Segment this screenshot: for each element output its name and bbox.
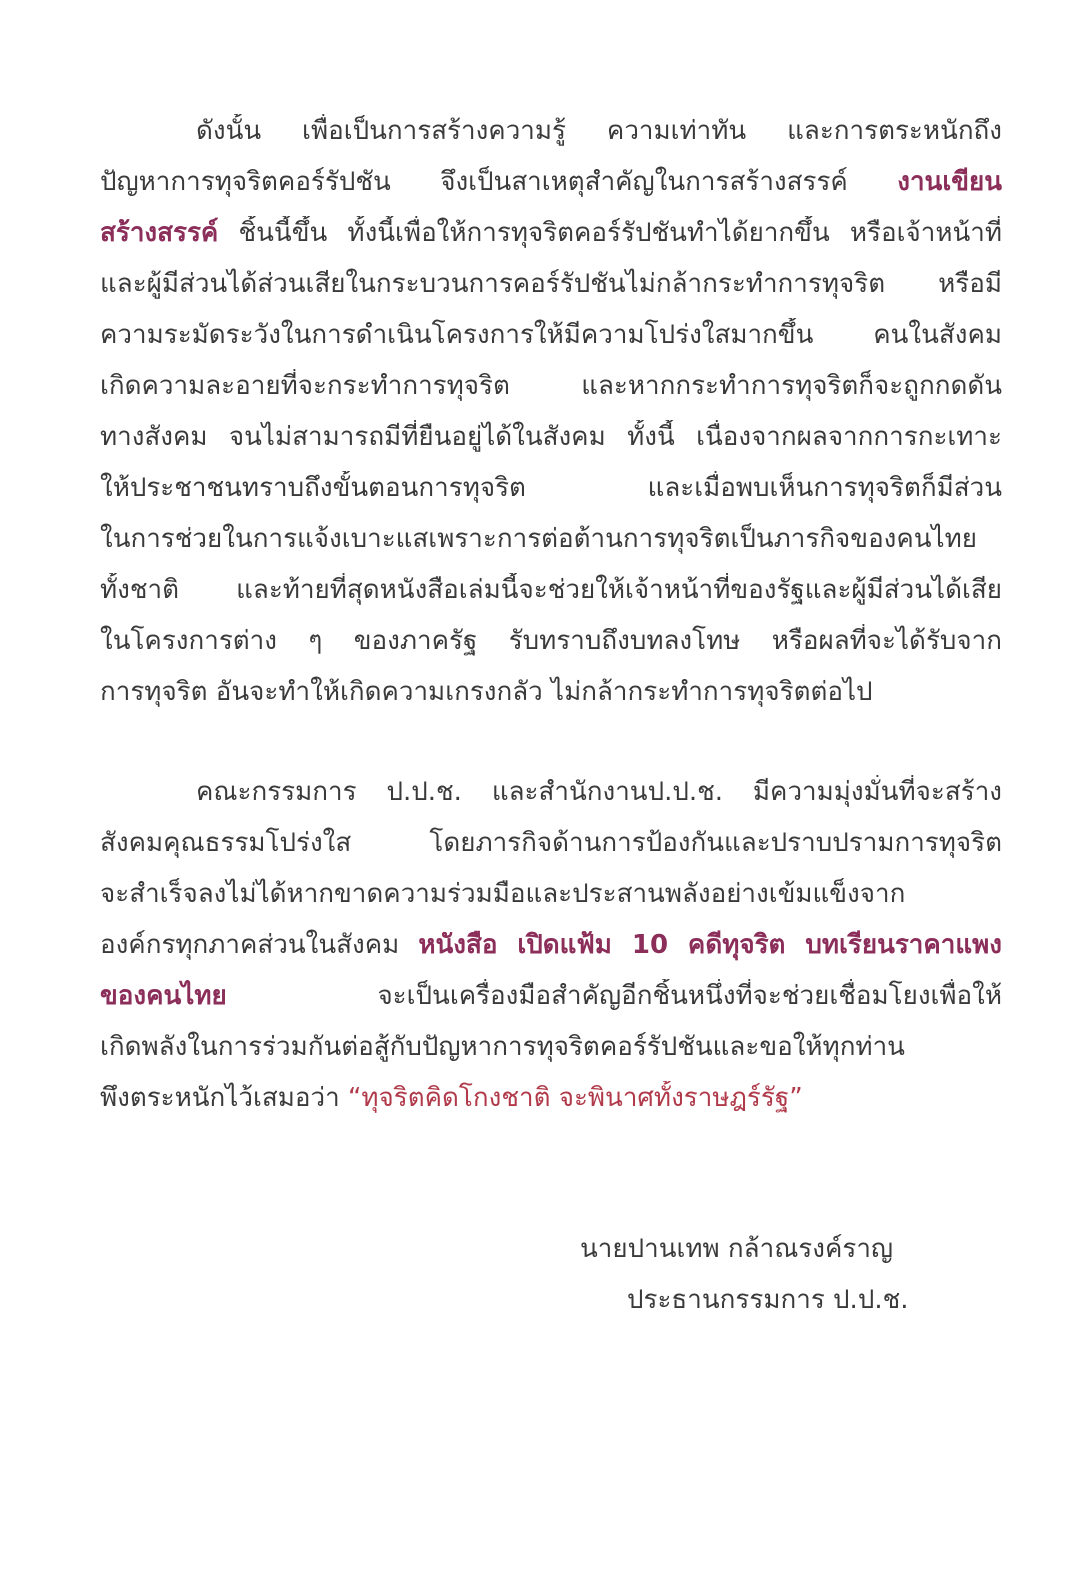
paragraph-1-line-6: เกิดความละอายที่จะกระทำการทุจริต และหากกระทำการทุจริตก็จะถูกกดดัน	[100, 371, 1002, 401]
motto-quote: “ทุจริตคิดโกงชาติ จะพินาศทั้งราษฎร์รัฐ”	[347, 1083, 803, 1113]
paragraph-1-line-10: ทั้งชาติ และท้ายที่สุดหนังสือเล่มนี้จะช่วยให้เจ้าหน้าที่ของรัฐและผู้มีส่วนได้เสีย	[100, 575, 1002, 605]
paragraph-1-line-11: ในโครงการต่าง ๆ ของภาครัฐ รับทราบถึงบทลงโทษ หรือผลที่จะได้รับจาก	[100, 626, 1002, 656]
paragraph-2-line-5	[100, 979, 1002, 1013]
body-text: จะเป็นเครื่องมือสำคัญอีกชิ้นหนึ่งที่จะช่วยเชื่อมโยงเพื่อให้	[226, 981, 1002, 1011]
paragraph-1-line-9: ในการช่วยในการแจ้งเบาะแสเพราะการต่อต้านการทุจริตเป็นภารกิจของคนไทย	[100, 524, 977, 554]
body-text: พึงตระหนักไว้เสมอว่า	[100, 1083, 348, 1113]
book-title-text: ของคนไทย	[100, 981, 227, 1011]
paragraph-1-line-7: ทางสังคม จนไม่สามารถมีที่ยืนอยู่ได้ในสังคม ทั้งนี้ เนื่องจากผลจากการกะเทาะ	[100, 422, 1002, 452]
emphasis-text: งานเขียน	[897, 167, 1002, 197]
emphasis-text: สร้างสรรค์	[100, 218, 219, 248]
paragraph-1-line-4: และผู้มีส่วนได้ส่วนเสียในกระบวนการคอร์รัปชันไม่กล้ากระทำการทุจริต หรือมี	[100, 269, 1002, 299]
body-text: ชิ้นนี้ขึ้น ทั้งนี้เพื่อให้การทุจริตคอร์รัปชันทำได้ยากขึ้น หรือเจ้าหน้าที่	[218, 218, 1002, 248]
paragraph-2-line-7	[100, 1081, 1002, 1115]
paragraph-1-line-12: การทุจริต อันจะทำให้เกิดความเกรงกลัว ไม่กล้ากระทำการทุจริตต่อไป	[100, 677, 873, 707]
paragraph-1-line-1: ดังนั้น เพื่อเป็นการสร้างความรู้ ความเท่าทัน และการตระหนักถึง	[196, 116, 1002, 146]
paragraph-2-line-1: คณะกรรมการ ป.ป.ช. และสำนักงานป.ป.ช. มีความมุ่งมั่นที่จะสร้าง	[196, 777, 1002, 807]
signature-name: นายปานเทพ กล้าณรงค์ราญ	[580, 1234, 894, 1264]
paragraph-1-line-3	[100, 216, 1002, 250]
paragraph-2-line-4	[100, 928, 1002, 962]
paragraph-2-line-3: จะสำเร็จลงไม่ได้หากขาดความร่วมมือและประสานพลังอย่างเข้มแข็งจาก	[100, 879, 906, 909]
paragraph-2-line-6: เกิดพลังในการร่วมกันต่อสู้กับปัญหาการทุจริตคอร์รัปชันและขอให้ทุกท่าน	[100, 1032, 905, 1062]
paragraph-1-line-5: ความระมัดระวังในการดำเนินโครงการให้มีความโปร่งใสมากขึ้น คนในสังคม	[100, 320, 1002, 350]
body-text: องค์กรทุกภาคส่วนในสังคม	[100, 930, 419, 960]
signature-title: ประธานกรรมการ ป.ป.ช.	[627, 1285, 909, 1315]
paragraph-2-line-2: สังคมคุณธรรมโปร่งใส โดยภารกิจด้านการป้องกันและปราบปรามการทุจริต	[100, 828, 1002, 858]
body-text: ปัญหาการทุจริตคอร์รัปชัน จึงเป็นสาเหตุสำคัญในการสร้างสรรค์	[100, 167, 898, 197]
paragraph-1-line-2	[100, 165, 1002, 199]
book-title-text: หนังสือ เปิดแฟ้ม 10 คดีทุจริต บทเรียนราคาแพง	[418, 930, 1002, 960]
paragraph-1-line-8: ให้ประชาชนทราบถึงขั้นตอนการทุจริต และเมื่อพบเห็นการทุจริตก็มีส่วน	[100, 473, 1002, 503]
